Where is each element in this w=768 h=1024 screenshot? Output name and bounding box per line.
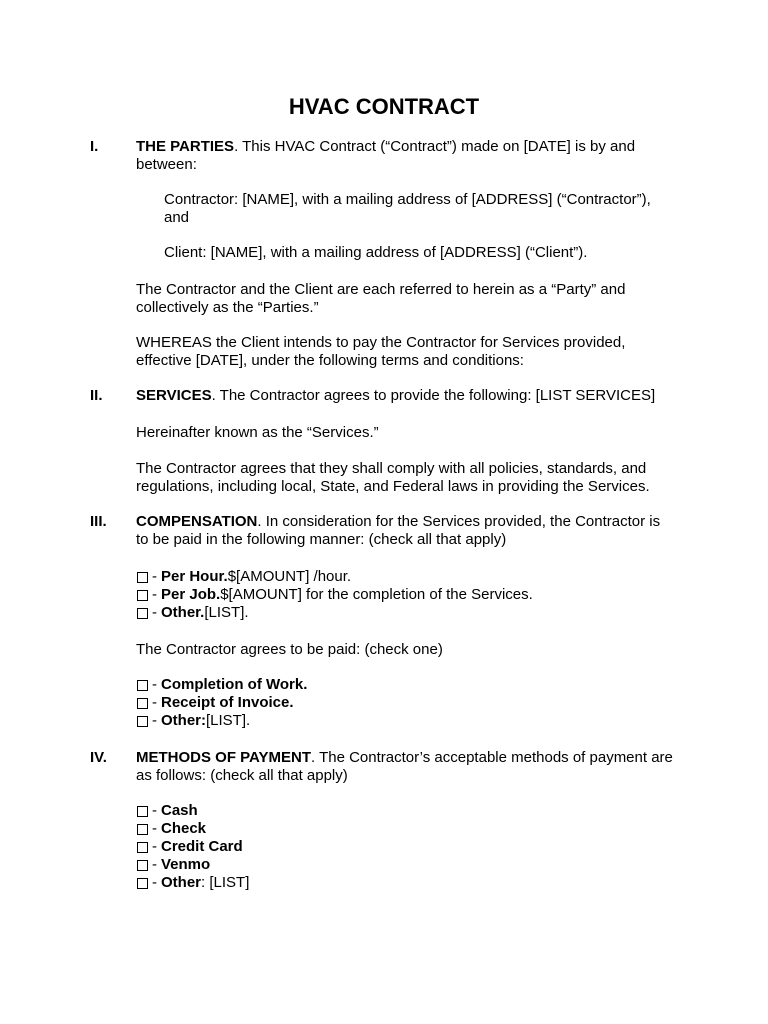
paid-when-prompt: The Contractor agrees to be paid: (check one) (136, 641, 443, 658)
payment-line-1: . The Contractor’s acceptable methods of payment are (311, 749, 673, 766)
option-cash (136, 802, 681, 820)
services-intro (136, 387, 681, 405)
option-dash: - (152, 676, 157, 693)
per-hour-checkbox[interactable] (137, 572, 148, 583)
option-dash: - (152, 604, 157, 621)
option-other-payment (136, 874, 681, 892)
parties-intro-line-2: between: (136, 156, 197, 173)
option-label: Venmo (161, 856, 211, 873)
option-text: : [LIST] (201, 874, 250, 891)
document-title: HVAC CONTRACT (288, 94, 480, 119)
whereas-line-1: WHEREAS the Client intends to pay the Contractor for Services provided, (136, 334, 626, 351)
section-number-payment: IV. (90, 749, 107, 766)
payment-heading: METHODS OF PAYMENT (136, 749, 312, 766)
compensation-options (136, 568, 681, 622)
option-label: Per Hour. (161, 568, 228, 585)
compensation-line-2: to be paid in the following manner: (check all that apply) (136, 531, 507, 548)
option-venmo (136, 856, 681, 874)
option-per-job (136, 586, 681, 604)
per-job-checkbox[interactable] (137, 590, 148, 601)
option-other-paid (136, 712, 681, 730)
parties-heading: THE PARTIES (136, 138, 235, 155)
compensation-line-1: . In consideration for the Services provided, the Contractor is (257, 513, 661, 530)
compensation-heading: COMPENSATION (136, 513, 258, 530)
option-label: Other (161, 874, 202, 891)
services-text: . The Contractor agrees to provide the following: [LIST SERVICES] (211, 387, 656, 404)
option-label: Completion of Work. (161, 676, 308, 693)
venmo-checkbox[interactable] (137, 860, 148, 871)
cash-checkbox[interactable] (137, 806, 148, 817)
payment-intro (136, 749, 681, 785)
party-line-2: collectively as the “Parties.” (136, 299, 319, 316)
option-dash: - (152, 802, 157, 819)
completion-checkbox[interactable] (137, 680, 148, 691)
parties-intro (136, 138, 681, 174)
option-per-hour (136, 568, 681, 586)
option-dash: - (152, 568, 157, 585)
option-label: Credit Card (161, 838, 243, 855)
option-label: Check (161, 820, 207, 837)
option-check (136, 820, 681, 838)
whereas-line-2: effective [DATE], under the following terms and conditions: (136, 352, 524, 369)
option-other-compensation (136, 604, 681, 622)
option-text: [LIST]. (204, 604, 249, 621)
payment-options (136, 802, 681, 892)
section-number-services: II. (90, 387, 103, 404)
option-dash: - (152, 856, 157, 873)
option-label: Per Job. (161, 586, 221, 603)
option-text: [LIST]. (206, 712, 251, 729)
paid-when-options (136, 676, 681, 730)
compensation-intro (136, 513, 681, 549)
section-number-parties: I. (90, 138, 99, 155)
option-label: Receipt of Invoice. (161, 694, 294, 711)
option-completion-of-work (136, 676, 681, 694)
option-dash: - (152, 838, 157, 855)
comply-line-2: regulations, including local, State, and Federal laws in providing the Services. (136, 478, 650, 495)
check-checkbox[interactable] (137, 824, 148, 835)
option-dash: - (152, 694, 157, 711)
party-line-1: The Contractor and the Client are each referred to herein as a “Party” and (136, 281, 626, 298)
option-dash: - (152, 874, 157, 891)
parties-definition (136, 281, 681, 317)
option-label: Other: (161, 712, 206, 729)
other-payment-checkbox[interactable] (137, 878, 148, 889)
services-known-as: Hereinafter known as the “Services.” (136, 424, 379, 441)
services-compliance (136, 460, 681, 496)
services-heading: SERVICES (136, 387, 212, 404)
contractor-line-1: Contractor: [NAME], with a mailing address of [ADDRESS] (“Contractor”), (164, 191, 651, 208)
contractor-line-2: and (164, 209, 190, 226)
option-label: Cash (161, 802, 198, 819)
whereas-clause (136, 334, 681, 370)
option-credit-card (136, 838, 681, 856)
section-number-compensation: III. (90, 513, 107, 530)
parties-intro-line-1: . This HVAC Contract (“Contract”) made on [DATE] is by and (234, 138, 636, 155)
option-dash: - (152, 712, 157, 729)
other-paid-checkbox[interactable] (137, 716, 148, 727)
option-receipt-of-invoice (136, 694, 681, 712)
option-text: $[AMOUNT] /hour. (227, 568, 352, 585)
option-text: $[AMOUNT] for the completion of the Services. (220, 586, 533, 603)
contractor-party (164, 191, 664, 227)
option-dash: - (152, 820, 157, 837)
other-compensation-checkbox[interactable] (137, 608, 148, 619)
comply-line-1: The Contractor agrees that they shall comply with all policies, standards, and (136, 460, 647, 477)
invoice-checkbox[interactable] (137, 698, 148, 709)
credit-card-checkbox[interactable] (137, 842, 148, 853)
option-label: Other. (161, 604, 205, 621)
option-dash: - (152, 586, 157, 603)
payment-line-2: as follows: (check all that apply) (136, 767, 348, 784)
client-party: Client: [NAME], with a mailing address of [ADDRESS] (“Client”). (164, 244, 588, 261)
